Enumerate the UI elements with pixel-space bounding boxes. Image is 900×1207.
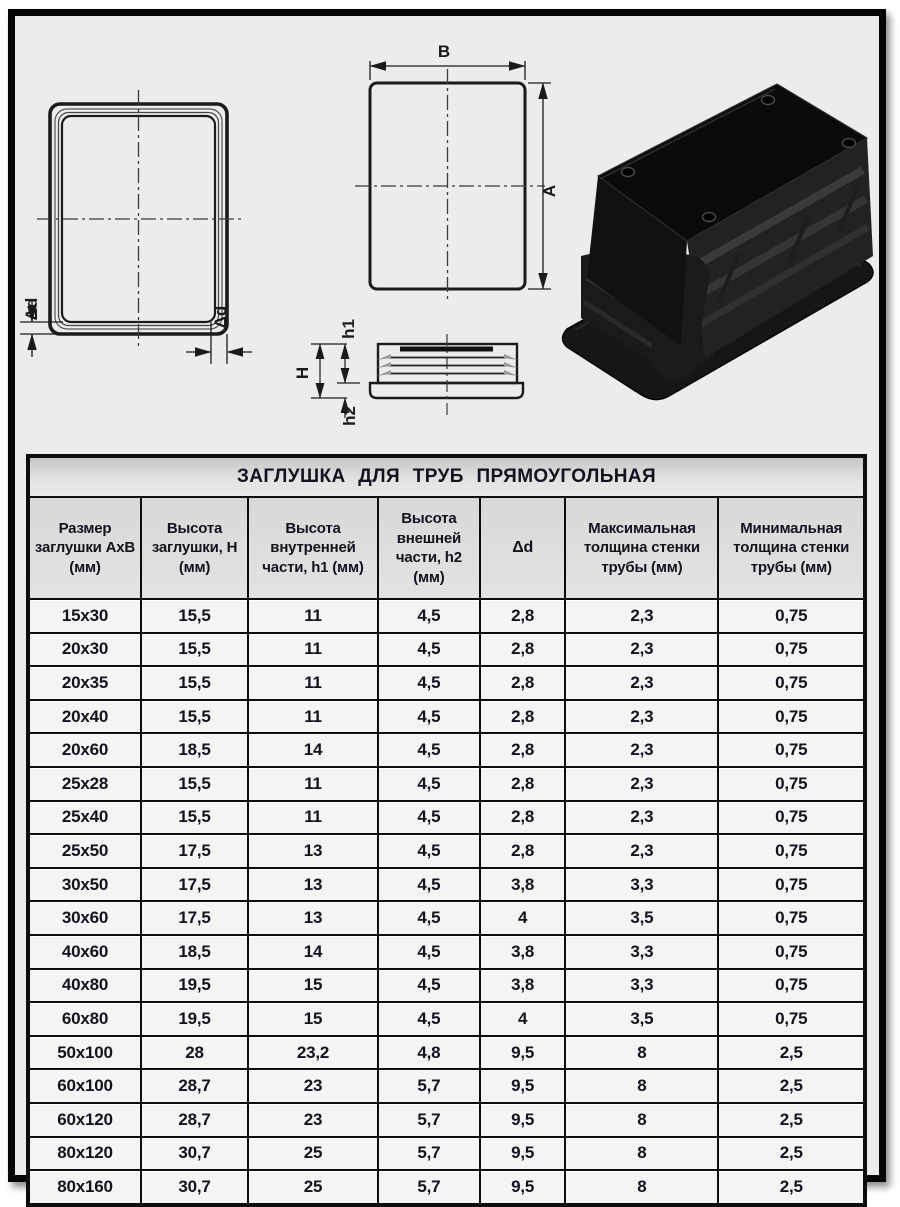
table-row: [28, 1036, 865, 1070]
table-cell: 3,3: [565, 969, 718, 1003]
table-cell: 9,5: [480, 1137, 565, 1171]
table-cell: 5,7: [378, 1069, 480, 1103]
table-cell: 60х80: [28, 1002, 141, 1036]
table-cell: 4,5: [378, 969, 480, 1003]
table-cell: 14: [248, 733, 378, 767]
table-cell: 30х60: [28, 901, 141, 935]
spec-sheet: [8, 9, 886, 1196]
table-cell: 17,5: [141, 901, 248, 935]
table-cell: 0,75: [718, 969, 865, 1003]
table-cell: 4,5: [378, 1002, 480, 1036]
technical-drawings: [15, 16, 878, 456]
table-header-row: [28, 497, 865, 599]
table-cell: 15х30: [28, 599, 141, 633]
table-cell: 9,5: [480, 1103, 565, 1137]
table-row: [28, 1103, 865, 1137]
dim-label-delta-d-right: Δd: [211, 305, 230, 329]
table-cell: 11: [248, 599, 378, 633]
table-cell: 0,75: [718, 801, 865, 835]
table-cell: 9,5: [480, 1170, 565, 1205]
table-cell: 19,5: [141, 1002, 248, 1036]
table-cell: 23: [248, 1103, 378, 1137]
table-cell: 2,8: [480, 801, 565, 835]
drawing-profile-view: [293, 319, 523, 426]
col-header-size: Размер заглушки АхВ (мм): [28, 497, 141, 599]
table-cell: 80х120: [28, 1137, 141, 1171]
table-cell: 4,5: [378, 834, 480, 868]
table-cell: 5,7: [378, 1170, 480, 1205]
table-cell: 14: [248, 935, 378, 969]
dim-label-h1: h1: [339, 319, 358, 339]
table-cell: 3,5: [565, 1002, 718, 1036]
table-cell: 4,5: [378, 633, 480, 667]
spec-table-body: [28, 599, 865, 1205]
dim-label-b: B: [437, 42, 451, 61]
col-header-height-h1: Высота внутренней части, h1 (мм): [248, 497, 378, 599]
table-cell: 20х40: [28, 700, 141, 734]
table-row: [28, 633, 865, 667]
table-cell: 4,5: [378, 901, 480, 935]
table-cell: 4,5: [378, 599, 480, 633]
table-cell: 15,5: [141, 633, 248, 667]
table-cell: 2,3: [565, 633, 718, 667]
table-cell: 4,8: [378, 1036, 480, 1070]
corner-hole-icon: [762, 96, 775, 105]
table-cell: 2,3: [565, 666, 718, 700]
table-cell: 20х30: [28, 633, 141, 667]
corner-hole-icon: [843, 139, 856, 148]
table-cell: 30х50: [28, 868, 141, 902]
table-cell: 13: [248, 834, 378, 868]
table-cell: 11: [248, 801, 378, 835]
table-cell: 15: [248, 969, 378, 1003]
table-cell: 28: [141, 1036, 248, 1070]
table-cell: 4: [480, 1002, 565, 1036]
table-cell: 2,5: [718, 1069, 865, 1103]
table-row: [28, 767, 865, 801]
table-row: [28, 969, 865, 1003]
table-cell: 5,7: [378, 1137, 480, 1171]
table-cell: 3,8: [480, 935, 565, 969]
col-header-delta-d: Δd: [480, 497, 565, 599]
table-row: [28, 935, 865, 969]
table-cell: 4,5: [378, 868, 480, 902]
table-cell: 20х60: [28, 733, 141, 767]
table-cell: 11: [248, 700, 378, 734]
table-cell: 25х50: [28, 834, 141, 868]
table-row: [28, 868, 865, 902]
table-cell: 3,8: [480, 969, 565, 1003]
table-cell: 60х100: [28, 1069, 141, 1103]
table-cell: 15: [248, 1002, 378, 1036]
table-cell: 5,7: [378, 1103, 480, 1137]
table-cell: 15,5: [141, 666, 248, 700]
table-cell: 18,5: [141, 733, 248, 767]
table-cell: 13: [248, 901, 378, 935]
table-cell: 25: [248, 1137, 378, 1171]
table-cell: 80х160: [28, 1170, 141, 1205]
table-row: [28, 801, 865, 835]
table-cell: 0,75: [718, 666, 865, 700]
dim-label-a: A: [540, 184, 559, 198]
table-cell: 8: [565, 1069, 718, 1103]
table-cell: 8: [565, 1137, 718, 1171]
table-cell: 15,5: [141, 801, 248, 835]
table-cell: 2,8: [480, 733, 565, 767]
drawing-front-view: [20, 90, 252, 364]
col-header-min-wall: Минимальная толщина стенки трубы (мм): [718, 497, 865, 599]
drawing-side-view: [355, 42, 559, 303]
col-header-height-h: Высота заглушки, Н (мм): [141, 497, 248, 599]
table-row: [28, 1170, 865, 1205]
table-row: [28, 666, 865, 700]
table-row: [28, 700, 865, 734]
table-cell: 23: [248, 1069, 378, 1103]
table-cell: 17,5: [141, 834, 248, 868]
table-cell: 11: [248, 633, 378, 667]
table-row: [28, 1002, 865, 1036]
table-row: [28, 1137, 865, 1171]
table-cell: 3,3: [565, 935, 718, 969]
table-cell: 4,5: [378, 666, 480, 700]
col-header-max-wall: Максимальная толщина стенки трубы (мм): [565, 497, 718, 599]
corner-hole-icon: [703, 213, 716, 222]
table-cell: 4,5: [378, 733, 480, 767]
dim-label-h: H: [293, 366, 312, 380]
table-cell: 2,8: [480, 767, 565, 801]
table-cell: 30,7: [141, 1170, 248, 1205]
table-cell: 0,75: [718, 767, 865, 801]
table-cell: 25х40: [28, 801, 141, 835]
table-cell: 2,3: [565, 801, 718, 835]
table-cell: 2,3: [565, 700, 718, 734]
table-cell: 28,7: [141, 1069, 248, 1103]
table-title-row: [28, 456, 865, 497]
table-cell: 25х28: [28, 767, 141, 801]
table-cell: 2,8: [480, 666, 565, 700]
table-cell: 20х35: [28, 666, 141, 700]
table-cell: 3,5: [565, 901, 718, 935]
table-cell: 0,75: [718, 733, 865, 767]
product-photo: [563, 84, 874, 400]
spec-table: [26, 454, 867, 1207]
table-cell: 40х60: [28, 935, 141, 969]
table-row: [28, 834, 865, 868]
table-cell: 4,5: [378, 700, 480, 734]
table-cell: 11: [248, 767, 378, 801]
table-cell: 3,3: [565, 868, 718, 902]
table-cell: 9,5: [480, 1069, 565, 1103]
table-cell: 15,5: [141, 700, 248, 734]
table-title: ЗАГЛУШКА ДЛЯ ТРУБ ПРЯМОУГОЛЬНАЯ: [28, 456, 865, 497]
table-cell: 50х100: [28, 1036, 141, 1070]
table-cell: 4,5: [378, 767, 480, 801]
table-cell: 4: [480, 901, 565, 935]
table-cell: 4,5: [378, 935, 480, 969]
table-cell: 18,5: [141, 935, 248, 969]
table-cell: 11: [248, 666, 378, 700]
table-cell: 8: [565, 1103, 718, 1137]
table-cell: 2,3: [565, 599, 718, 633]
table-cell: 8: [565, 1036, 718, 1070]
table-cell: 23,2: [248, 1036, 378, 1070]
table-cell: 0,75: [718, 901, 865, 935]
table-cell: 2,8: [480, 599, 565, 633]
table-cell: 2,3: [565, 834, 718, 868]
table-cell: 2,5: [718, 1170, 865, 1205]
table-cell: 15,5: [141, 767, 248, 801]
table-cell: 0,75: [718, 868, 865, 902]
table-cell: 0,75: [718, 700, 865, 734]
table-cell: 2,5: [718, 1137, 865, 1171]
table-cell: 8: [565, 1170, 718, 1205]
table-cell: 2,5: [718, 1103, 865, 1137]
table-cell: 28,7: [141, 1103, 248, 1137]
table-cell: 13: [248, 868, 378, 902]
corner-hole-icon: [622, 168, 635, 177]
table-cell: 0,75: [718, 834, 865, 868]
dim-label-h2: h2: [340, 406, 359, 426]
table-row: [28, 1069, 865, 1103]
table-row: [28, 901, 865, 935]
table-cell: 15,5: [141, 599, 248, 633]
table-cell: 19,5: [141, 969, 248, 1003]
table-cell: 0,75: [718, 599, 865, 633]
table-cell: 2,8: [480, 633, 565, 667]
table-cell: 2,5: [718, 1036, 865, 1070]
table-cell: 4,5: [378, 801, 480, 835]
table-cell: 60х120: [28, 1103, 141, 1137]
table-cell: 0,75: [718, 1002, 865, 1036]
table-cell: 0,75: [718, 935, 865, 969]
table-cell: 2,8: [480, 834, 565, 868]
table-cell: 25: [248, 1170, 378, 1205]
table-cell: 17,5: [141, 868, 248, 902]
table-cell: 40х80: [28, 969, 141, 1003]
table-cell: 2,3: [565, 767, 718, 801]
table-cell: 2,3: [565, 733, 718, 767]
table-cell: 30,7: [141, 1137, 248, 1171]
table-row: [28, 599, 865, 633]
table-cell: 3,8: [480, 868, 565, 902]
table-cell: 9,5: [480, 1036, 565, 1070]
col-header-height-h2: Высота внешней части, h2 (мм): [378, 497, 480, 599]
table-row: [28, 733, 865, 767]
table-cell: 0,75: [718, 633, 865, 667]
table-cell: 2,8: [480, 700, 565, 734]
dim-label-delta-d-left: Δd: [22, 297, 41, 321]
